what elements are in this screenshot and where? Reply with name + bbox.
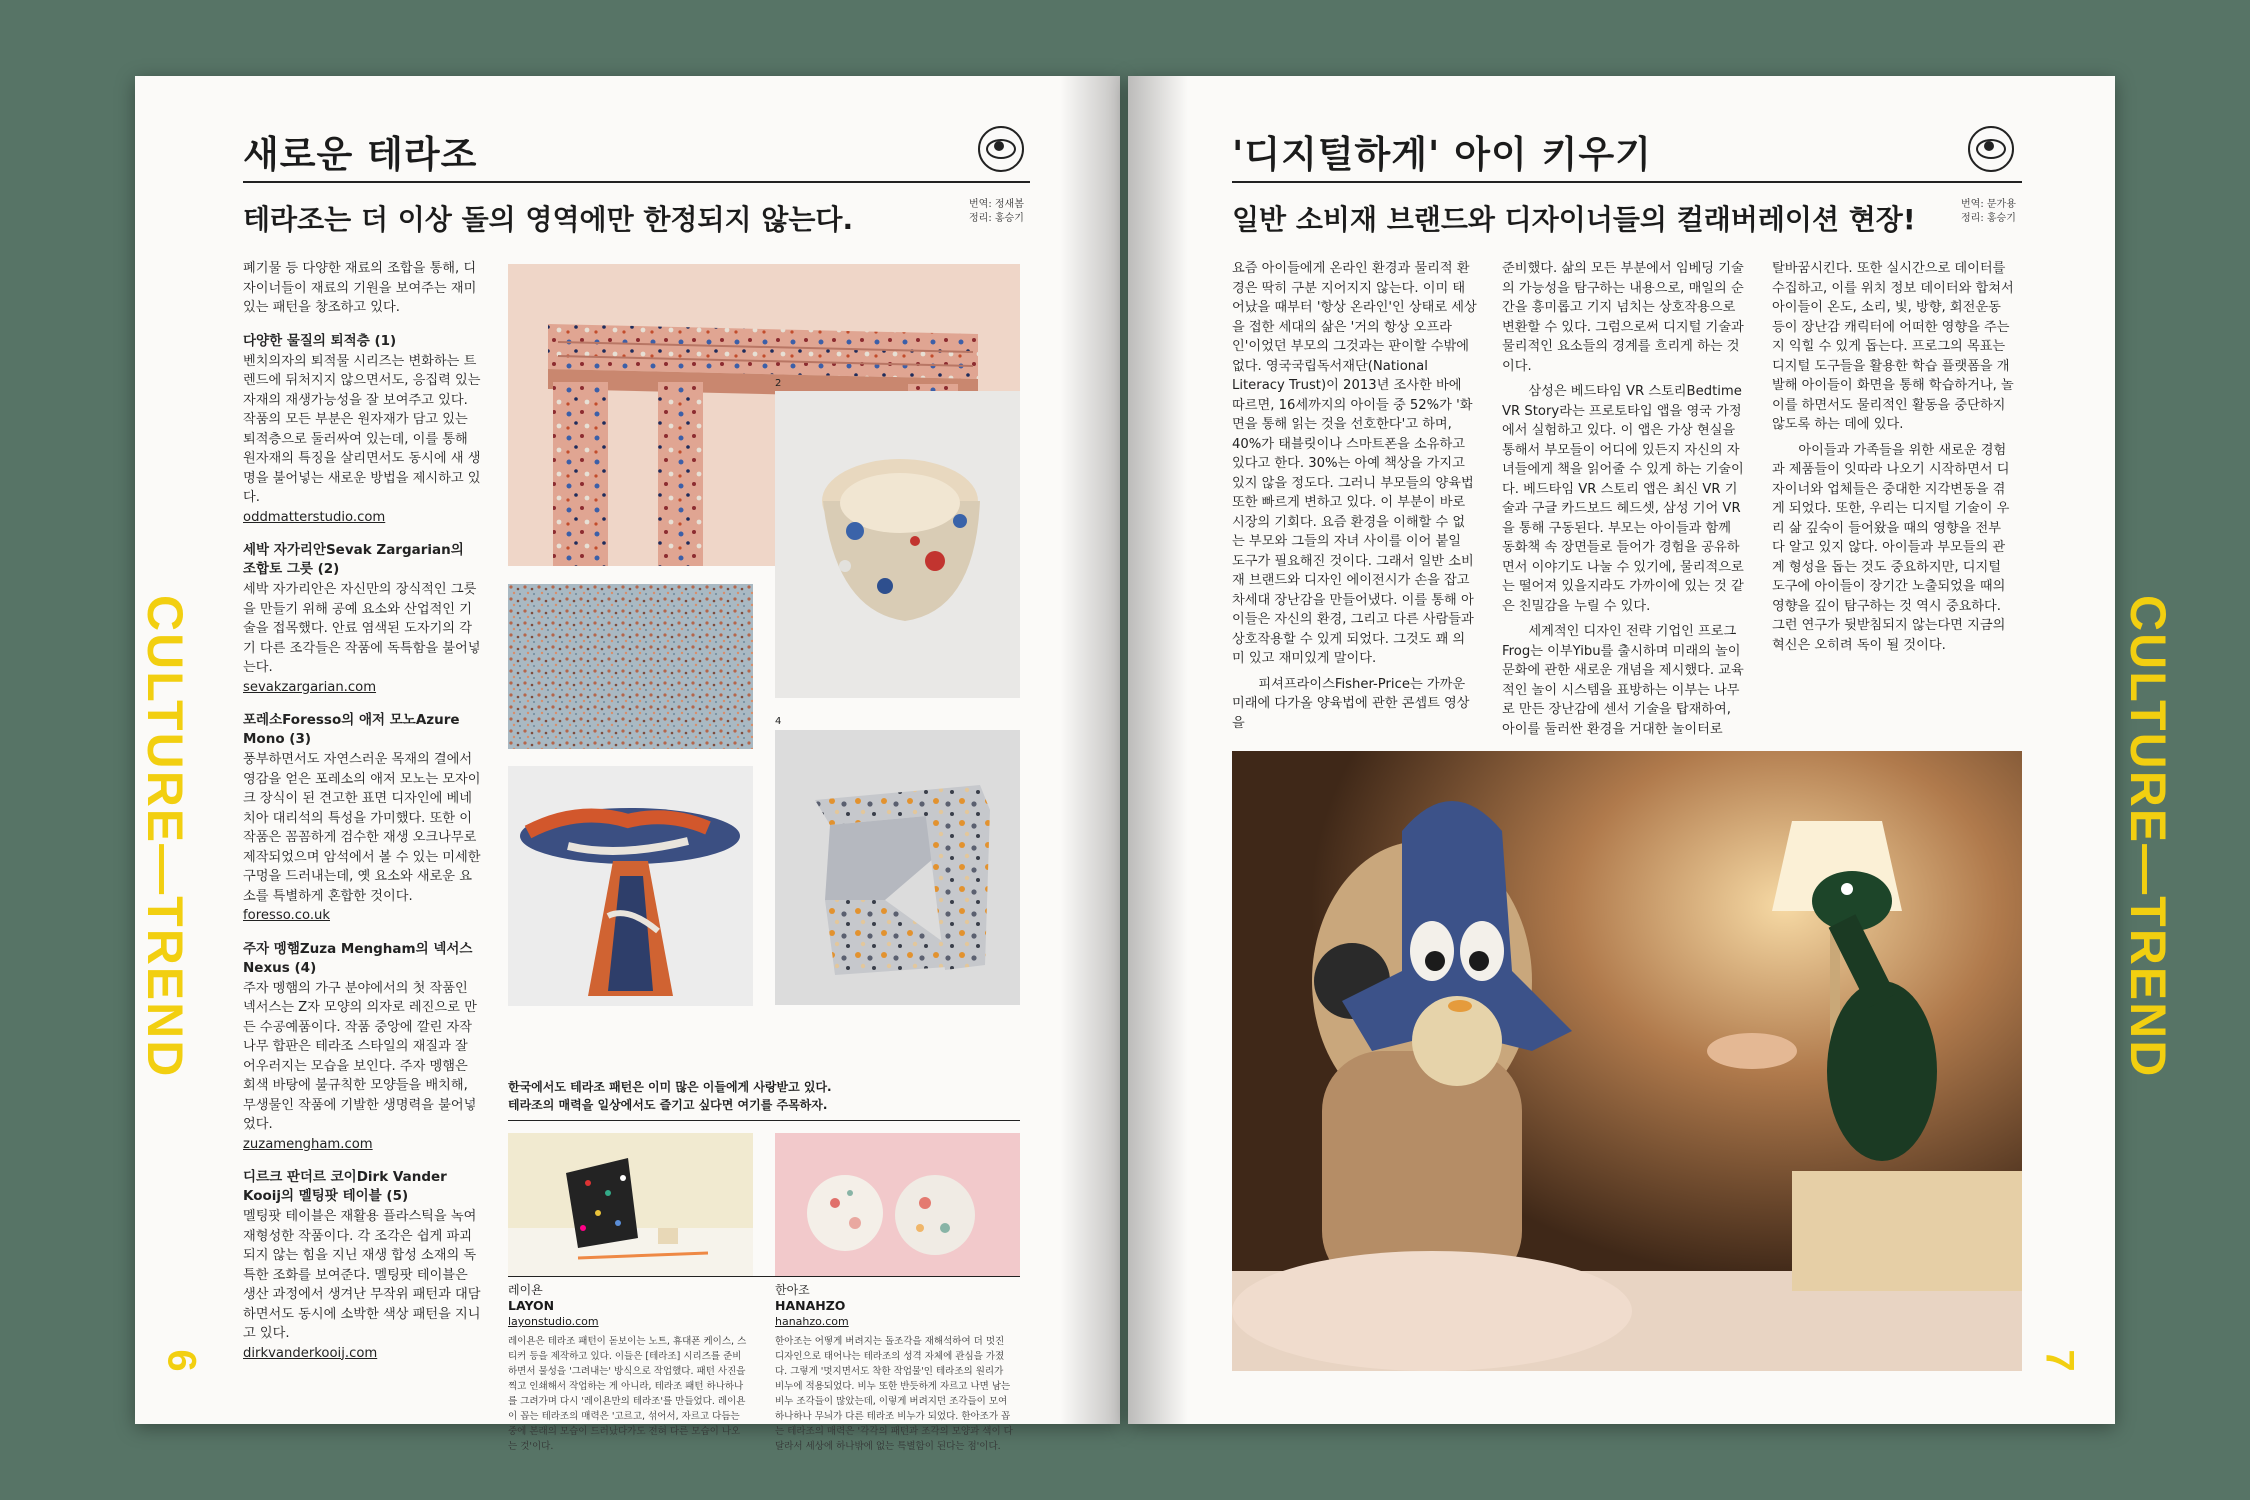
left-title-rule bbox=[243, 181, 1030, 183]
left-page bbox=[135, 76, 1120, 1452]
right-credit: 번역: 문가용 정리: 홍승기 bbox=[1961, 199, 2016, 224]
hanahzo-soap-photo bbox=[775, 1133, 1020, 1276]
section-3: 포레소Foresso의 애저 모노Azure Mono (3) 풍부하면서도 자연스러운 목재의 결에서 영감을 얻은 포레소의 애저 모노는 모자이크 장식이 된 견고한 표면 디자인에 베네치아 대리석의 특성을 가미했다. 또한 이 작품은 꼼꼼하게 검수한 재생 오크나무로 제작되었으며 암석에서 볼 수 있는 미세한 구멍을 드러내는데, 옛 요소와 새로운 요소를 특별하게 혼합한 것이다. foresso.co.uk bbox=[243, 711, 481, 926]
right-page-number: 7 bbox=[2037, 1349, 2082, 1372]
left-text-column bbox=[243, 259, 481, 1367]
left-page-number: 6 bbox=[159, 1349, 204, 1372]
section-4: 주자 멩햄Zuza Mengham의 넥서스Nexus (4) 주자 멩햄의 가구 분야에서의 첫 작품인 넥서스는 Z자 모양의 의자로 레진으로 만든 수공예품이다. 작품 중앙에 깔린 자작나무 합판은 테라조 스타일의 재질과 잘 어우러지는 모습을 보인다. 주자 멩햄은 회색 바탕에 불규칙한 모양들을 배치해, 무생물인 작품에 기발한 생명력을 불어넣었다. zuzamengham.com bbox=[243, 940, 481, 1155]
section-2: 세박 자가리안Sevak Zargarian의 조합토 그릇 (2) 세박 자가리안은 자신만의 장식적인 그릇을 만들기 위해 공예 요소와 산업적인 기술을 접목했다. 안료 염색된 도자기의 각기 다른 조각들은 작품에 독특함을 불어넣는다. sevakzargarian.com bbox=[243, 541, 481, 697]
left-section-label: CULTURE—TREND bbox=[137, 595, 193, 1079]
left-subtitle: 테라조는 더 이상 돌의 영역에만 한정되지 않는다. bbox=[243, 203, 854, 236]
brands-rule bbox=[508, 1276, 1020, 1277]
korea-teaser: 한국에서도 테라조 패턴은 이미 많은 이들에게 사랑받고 있다. 테라조의 매력을 일상에서도 즐기고 싶다면 여기를 주목하자. bbox=[508, 1080, 832, 1112]
right-column-1: 요즘 아이들에게 온라인 환경과 물리적 환경은 딱히 구분 지어지지 않는다. 이미 태어났을 때부터 '항상 온라인'인 상태로 세상을 접한 세대의 삶은 '거의 항상 오프라인'이었던 부모의 그것과는 판이할 수밖에 없다. 영국국립독서재단(National Literacy Trust)이 2013년 조사한 바에 따르면, 16세까지의 아이들 중 52%가 '화면을 통해 읽는 것을 선호한다'고 하며, 40%가 태블릿이나 스마트폰을 소유하고 있다고 한다. 30%는 아예 책상을 가지고 있지 않을 정도다. 그러니 부모들의 양육법 또한 빠르게 변하고 있다. 이 부분이 바로 시장의 기회다. 요즘 환경을 이해할 수 없는 부모와 그들의 자녀 사이를 이어 붙일 도구가 필요해진 것이다. 그래서 일반 소비재 브랜드와 디자인 에이전시가 손을 잡고 차세대 장난감을 만들어냈다. 이를 통해 아이들은 자신의 환경, 그리고 다른 사람들과 상호작용할 수 있게 되었다. 그것도 꽤 의미 있고 재미있게 말이다. 피셔프라이스Fisher-Price는 가까운 미래에 다가올 양육법에 관한 콘셉트 영상을 bbox=[1232, 261, 1477, 731]
link-dirkvanderkooij[interactable]: dirkvanderkooij.com bbox=[243, 1345, 378, 1361]
eye-logo-icon bbox=[978, 126, 1024, 172]
nexus-chair-photo bbox=[775, 730, 1020, 1005]
brand-layon: 레이욘 LAYON layonstudio.com bbox=[508, 1283, 753, 1329]
right-section-label: CULTURE—TREND bbox=[2120, 595, 2176, 1079]
right-title: '디지털하게' 아이 키우기 bbox=[1232, 133, 1652, 176]
left-title: 새로운 테라조 bbox=[243, 133, 478, 176]
right-column-3: 탈바꿈시킨다. 또한 실시간으로 데이터를 수집하고, 이를 위치 정보 데이터와 합쳐서 아이들이 온도, 소리, 빛, 방향, 회전운동 등이 장난감 캐릭터에 어떠한 영향을 주는지 익힐 수 있게 돕는다. 프로그의 목표는 디지털 도구들을 활용한 학습 플랫폼을 개발해 아이들이 화면을 통해 학습하거나, 놀이를 하면서도 물리적인 활동을 중단하지 않도록 하는 데에 있다. 아이들과 가족들을 위한 새로운 경험과 제품들이 잇따라 나오기 시작하면서 디자이너와 업체들은 중대한 지각변동을 겪게 되었다. 또한, 우리는 디지털 기술이 우리 삶 깊숙이 들어왔을 때의 영향을 전부 다 알고 있지 않다. 아이들과 부모들의 관계 형성을 돕는 것도 중요하지만, 디지털 도구에 아이들이 장기간 노출되었을 때의 영향을 깊이 탐구하는 것 역시 중요하다. 그런 연구가 뒷받침되지 않는다면 지금의 혁신은 오히려 독이 될 것이다. bbox=[1772, 261, 2014, 653]
photo-number-2: 2 bbox=[775, 378, 782, 389]
link-hanahzo[interactable]: hanahzo.com bbox=[775, 1315, 849, 1328]
left-credit: 번역: 정새봄 정리: 홍승기 bbox=[969, 199, 1024, 224]
section-5: 디르크 판더르 코이Dirk Vander Kooij의 멜팅팟 테이블 (5) 멜팅팟 테이블은 재활용 플라스틱을 녹여 재형성한 작품이다. 각 조각은 쉽게 파괴되지 않는 힘을 지닌 재생 합성 소재의 독특한 조화를 보여준다. 멜팅팟 테이블은 생산 과정에서 생겨난 무작위 패턴과 대담하면서도 동시에 소박한 색상 패턴을 지니고 있다. dirkvanderkooij.com bbox=[243, 1168, 481, 1363]
photo-number-4: 4 bbox=[775, 716, 782, 727]
brand-hanahzo-text: 한아조는 어떻게 버려지는 돌조각을 재해석하여 더 멋진 디자인으로 태어나는 테라조의 성격 자체에 관심을 가졌다. 그렇게 '멋지면서도 착한 작업물'인 테라조의 원리가 비누에 적용되었다. 비누 또한 반듯하게 자르고 나면 남는 비누 조각들이 많았는데, 이렇게 버려지던 조각들이 모여 하나하나 무늬가 다른 테라조 비누가 되었다. 한아조가 꼽는 테라조의 매력은 '각각의 패턴과 조각의 모양과 색이 다 달라서 세상에 하나밖에 없는 특별함이 된다는 점'이다. bbox=[775, 1336, 1013, 1452]
melting-pot-table-photo bbox=[508, 766, 753, 1006]
child-cardboard-vr-photo bbox=[1232, 751, 2022, 1371]
eye-logo-icon bbox=[1968, 126, 2014, 172]
right-column-2: 준비했다. 삶의 모든 부분에서 임베딩 기술의 가능성을 탐구하는 내용으로, 매일의 순간을 흥미롭고 기지 넘치는 상호작용으로 변환할 수 있다. 그럼으로써 디지털 기술과 물리적인 요소들의 경계를 흐리게 하는 것이다. 삼성은 베드타임 VR 스토리Bedtime VR Story라는 프로토타입 앱을 영국 가정에서 실험하고 있다. 이 앱은 가상 현실을 통해서 부모들이 어디에 있든지 자신의 자녀들에게 책을 읽어줄 수 있게 하는 기술이다. 베드타임 VR 스토리 앱은 최신 VR 기술과 구글 카드보드 헤드셋, 삼성 기어 VR을 통해 구동된다. 부모는 아이들과 함께 동화책 속 장면들로 들어가 경험을 공유하면서 이야기도 나눌 수 있기에, 물리적으로는 떨어져 있을지라도 가까이에 있는 것 같은 친밀감을 누릴 수 있다. 세계적인 디자인 전략 기업인 프로그Frog는 이부Yibu를 출시하며 미래의 놀이문화에 관한 새로운 개념을 제시했다. 교육적인 놀이 시스템을 표방하는 이부는 나무로 만든 장난감에 센서 기술을 탑재하여, 아이를 둘러싼 환경을 거대한 놀이터로 bbox=[1502, 261, 1744, 737]
link-foresso[interactable]: foresso.co.uk bbox=[243, 908, 330, 923]
link-zuzamengham[interactable]: zuzamengham.com bbox=[243, 1136, 373, 1152]
azure-mono-surface-photo bbox=[508, 584, 753, 749]
right-gutter-shadow bbox=[1128, 76, 1188, 1424]
layon-notebook-photo bbox=[508, 1133, 753, 1276]
teaser-rule bbox=[508, 1120, 1020, 1121]
brand-layon-text: 레이욘은 테라조 패턴이 돋보이는 노트, 휴대폰 케이스, 스티커 등을 제작하고 있다. 이들은 [테라조] 시리즈를 준비하면서 물성을 '그려내는' 방식으로 작업했다. 패턴 사진을 찍고 인쇄해서 작업하는 게 아니라, 테라조 패턴 하나하나를 그려가며 다시 '레이욘만의 테라조'를 만들었다. 레이욘이 꼽는 테라조의 매력은 '고르고, 섞어서, 자르고 다듬는 중에 본래의 모습이 드러났다가도 전혀 다른 모습이 나오는 것'이다. bbox=[508, 1336, 747, 1452]
link-layonstudio[interactable]: layonstudio.com bbox=[508, 1315, 599, 1328]
brand-hanahzo: 한아조 HANAHZO hanahzo.com bbox=[775, 1283, 1020, 1329]
left-gutter-shadow bbox=[1060, 76, 1120, 1424]
left-intro: 폐기물 등 다양한 재료의 조합을 통해, 디자이너들이 재료의 기원을 보여주는 재미있는 패턴을 창조하고 있다. bbox=[243, 261, 477, 315]
right-title-rule bbox=[1232, 181, 2022, 183]
bowl-photo bbox=[775, 391, 1020, 698]
link-sevakzargarian[interactable]: sevakzargarian.com bbox=[243, 679, 377, 695]
right-page bbox=[1128, 76, 2176, 1424]
right-subtitle: 일반 소비재 브랜드와 디자이너들의 컬래버레이션 현장! bbox=[1232, 203, 1916, 236]
section-1: 다양한 물질의 퇴적층 (1) 벤치의자의 퇴적물 시리즈는 변화하는 트렌드에 뒤처지지 않으면서도, 응집력 있는 자재의 재생가능성을 잘 보여주고 있다. 작품의 모든 부분은 원자재가 담고 있는 퇴적층으로 둘러싸여 있는데, 이를 통해 원자재의 특징을 살리면서도 동시에 새 생명을 불어넣는 새로운 방법을 제시하고 있다. oddmatterstudio.com bbox=[243, 332, 481, 528]
link-oddmatter[interactable]: oddmatterstudio.com bbox=[243, 509, 386, 525]
